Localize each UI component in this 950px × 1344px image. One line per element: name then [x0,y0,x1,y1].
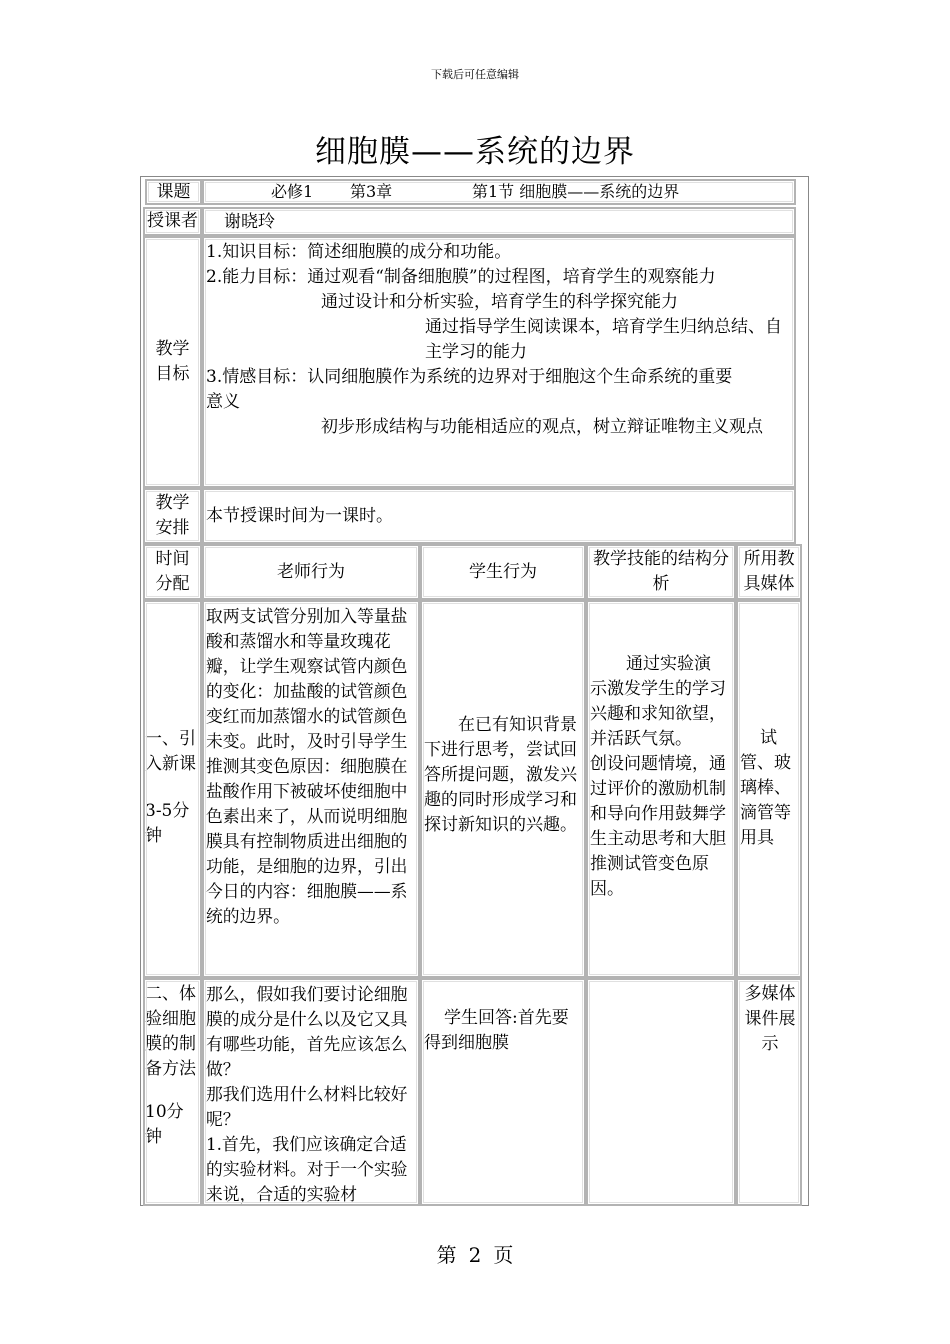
schedule-label: 教学安排 [143,488,202,544]
footer-prefix: 第 [436,1243,457,1267]
col-skill-header: 教学技能的结构分析 [586,544,736,600]
section1-skill: 通过实验演示激发学生的学习兴趣和求知欲望，并活跃气氛。 创设问题情境，通过评价的激励机制和导向作用鼓舞学生主动思考和大胆推测试管变色原因。 [586,600,736,978]
section1-teacher: 取两支试管分别加入等量盐酸和蒸馏水和等量玫瑰花瓣，让学生观察试管内颜色的变化：加盐酸的试管颜色变红而加蒸馏水的试管颜色未变。此时，及时引导学生推测其变色原因：细胞膜在盐酸作用下被破坏使细胞中色素出来了，从而说明细胞膜具有控制物质进出细胞的功能，是细胞的边界，引出今日的内容：细胞膜——系统的边界。 [202,600,420,978]
goal-knowledge: 1.知识目标：简述细胞膜的成分和功能。 [206,242,512,262]
section1-media: 试管、玻璃棒、滴管等用具 [736,600,802,978]
schedule-value: 本节授课时间为一课时。 [202,488,796,544]
teacher-label: 授课者 [143,207,202,236]
topic-label: 课题 [145,179,202,205]
section2-student: 学生回答:首先要得到细胞膜 [420,978,586,1206]
col-teacher-header: 老师行为 [202,544,420,600]
topic-chapter: 第3章 [350,182,393,201]
section2-teacher: 那么，假如我们要讨论细胞膜的成分是什么以及它又具有哪些功能，首先应该怎么做？ 那我们选用什么材料比较好呢？ 1.首先，我们应该确定合适的实验材料。对于一个实验来说，合适的实验材 [202,978,420,1206]
section1-time: 一、引入新课 3-5分钟 [143,600,202,978]
teacher-value: 谢晓玲 [202,207,796,236]
col-media-header: 所用教具媒体 [736,544,802,600]
footer-suffix: 页 [493,1243,514,1267]
topic-value [202,179,796,205]
goals-label: 教学目标 [143,236,202,488]
goal-emotion-2: 初步形成结构与功能相适应的观点，树立辩证唯物主义观点 [321,417,763,437]
page-number: 2 [468,1243,482,1267]
col-student-header: 学生行为 [420,544,586,600]
topic-section: 第1节 细胞膜——系统的边界 [472,182,680,201]
goal-ability-2: 通过设计和分析实验，培育学生的科学探究能力 [321,292,678,312]
section2-skill [586,978,736,1206]
col-time-header: 时间分配 [143,544,202,600]
header-note: 下载后可任意编辑 [431,68,519,81]
goal-ability: 2.能力目标：通过观看“制备细胞膜”的过程图，培育学生的观察能力 [206,267,716,287]
page-title: 细胞膜——系统的边界 [315,134,635,170]
goals-content [202,236,796,488]
section2-media: 多媒体课件展示 [736,978,802,1206]
section1-student: 在已有知识背景下进行思考，尝试回答所提问题，激发兴趣的同时形成学习和探讨新知识的兴趣。 [420,600,586,978]
goal-ability-3: 通过指导学生阅读课本，培育学生归纳总结、自主学习的能力 [425,317,782,362]
section2-time: 二、体验细胞膜的制备方法 10分钟 [143,978,202,1206]
topic-book: 必修1 [271,182,314,201]
page-footer [0,1239,950,1268]
goal-emotion: 3.情感目标：认同细胞膜作为系统的边界对于细胞这个生命系统的重要意义 [206,367,733,412]
